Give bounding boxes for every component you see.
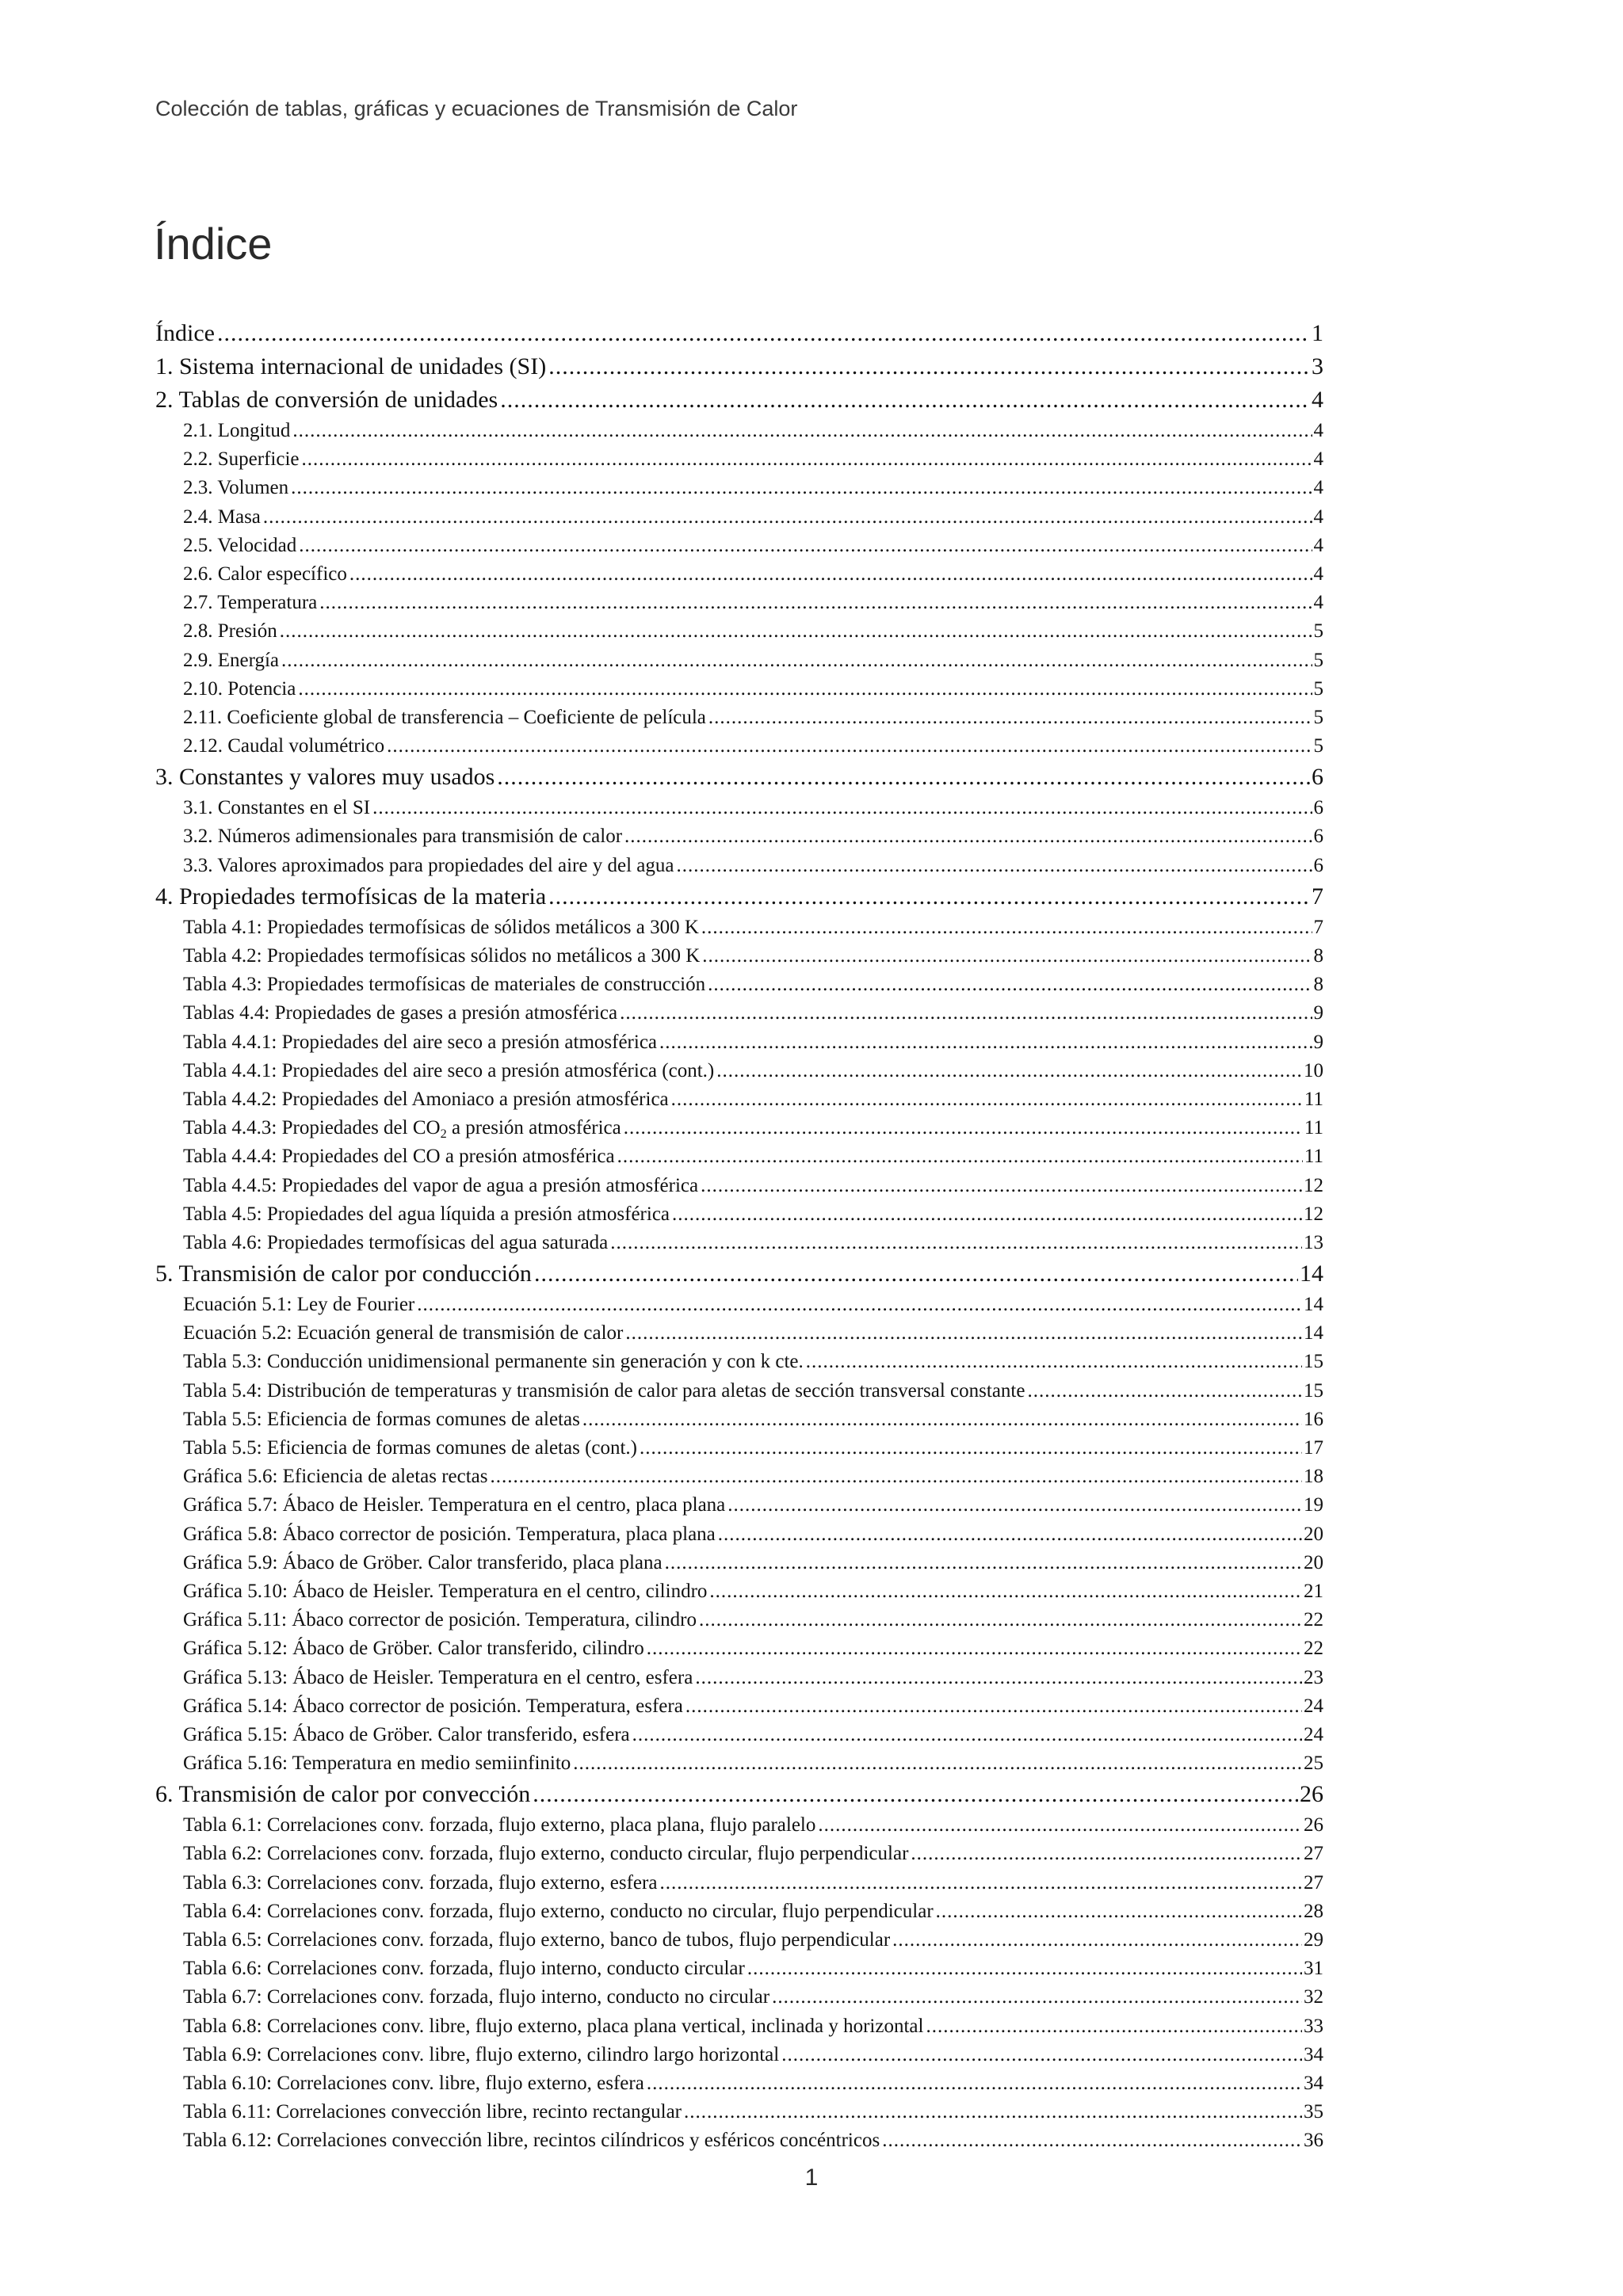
toc-entry-label: Tabla 6.1: Correlaciones conv. forzada, flujo externo, placa plana, flujo paralelo	[183, 1814, 816, 1836]
dot-leader	[292, 417, 1312, 445]
toc-entry-page-number: 5	[1313, 706, 1323, 728]
dot-leader	[319, 589, 1312, 617]
toc-entry-page-number: 17	[1304, 1437, 1323, 1459]
toc-subentry[interactable]	[155, 822, 1323, 851]
toc-entry-label: Tabla 4.1: Propiedades termofísicas de sólidos metálicos a 300 K	[183, 916, 699, 938]
dot-leader	[548, 880, 1310, 913]
toc-entry-page-number: 6	[1313, 826, 1323, 848]
dot-leader	[624, 822, 1312, 851]
toc-entry-page-number: 4	[1313, 420, 1323, 441]
toc-entry-label: Tabla 4.4.1: Propiedades del aire seco a presión atmosférica (cont.)	[183, 1059, 715, 1081]
toc-entry-page-number: 4	[1313, 505, 1323, 528]
toc-entry-page-number: 5	[1313, 677, 1323, 700]
toc-entry-page-number: 21	[1304, 1580, 1323, 1602]
dot-leader	[659, 1028, 1312, 1057]
toc-chapter-entry[interactable]	[155, 317, 1323, 350]
dot-leader	[624, 1114, 1303, 1142]
toc-entry-label: 2.9. Energía	[183, 649, 280, 671]
toc-subentry[interactable]	[155, 704, 1323, 732]
dot-leader	[672, 1200, 1302, 1229]
toc-entry-page-number: 27	[1304, 1843, 1323, 1865]
dot-leader	[882, 2126, 1302, 2155]
toc-subentry[interactable]	[155, 2126, 1323, 2155]
toc-entry-label: Tabla 6.2: Correlaciones conv. forzada, flujo externo, conducto circular, flujo perpendicular	[183, 1843, 909, 1865]
toc-entry-page-number: 5	[1313, 735, 1323, 757]
dot-leader	[699, 1606, 1302, 1634]
toc-entry-label: Tabla 6.8: Correlaciones conv. libre, flujo externo, placa plana vertical, inclinada y horizontal	[183, 2015, 924, 2037]
dot-leader	[701, 913, 1312, 942]
dot-leader	[702, 942, 1312, 971]
dot-leader	[936, 1897, 1302, 1926]
toc-entry-label: Ecuación 5.2: Ecuación general de transmisión de calor	[183, 1322, 624, 1344]
toc-entry-label: Gráfica 5.11: Ábaco corrector de posición. Temperatura, cilindro	[183, 1609, 697, 1631]
toc-entry-page-number: 22	[1304, 1638, 1323, 1660]
toc-entry-page-number: 4	[1313, 563, 1323, 585]
toc-entry-page-number: 28	[1304, 1900, 1323, 1922]
dot-leader	[280, 617, 1312, 646]
toc-entry-page-number: 4	[1312, 387, 1323, 413]
toc-subentry[interactable]	[155, 646, 1323, 675]
dot-leader	[617, 1142, 1303, 1171]
toc-subentry[interactable]	[155, 1114, 1323, 1142]
dot-leader	[533, 1778, 1298, 1811]
dot-leader	[548, 350, 1310, 383]
dot-leader	[671, 1085, 1303, 1114]
toc-subentry[interactable]	[155, 1229, 1323, 1257]
toc-subentry[interactable]	[155, 532, 1323, 560]
toc-entry-page-number: 14	[1304, 1294, 1323, 1316]
toc-entry-page-number: 35	[1304, 2101, 1323, 2123]
toc-subentry[interactable]	[155, 560, 1323, 589]
toc-entry-label: 2. Tablas de conversión de unidades	[155, 387, 498, 413]
toc-subentry[interactable]	[155, 2041, 1323, 2069]
dot-leader	[632, 1721, 1302, 1749]
toc-subentry[interactable]	[155, 1840, 1323, 1868]
toc-subentry[interactable]	[155, 1869, 1323, 1897]
toc-entry-page-number: 15	[1304, 1351, 1323, 1373]
toc-chapter-entry[interactable]	[155, 350, 1323, 383]
toc-entry-page-number: 20	[1304, 1523, 1323, 1545]
toc-entry-label: Tabla 5.5: Eficiencia de formas comunes de aletas (cont.)	[183, 1437, 638, 1459]
dot-leader	[417, 1291, 1302, 1319]
dot-leader	[818, 1811, 1302, 1840]
toc-entry-page-number: 16	[1304, 1408, 1323, 1430]
dot-leader	[625, 1319, 1302, 1348]
toc-entry-label: 2.7. Temperatura	[183, 592, 318, 614]
dot-leader	[620, 999, 1312, 1028]
toc-subentry[interactable]	[155, 1811, 1323, 1840]
toc-subentry[interactable]	[155, 474, 1323, 502]
toc-entry-label: Gráfica 5.7: Ábaco de Heisler. Temperatura en el centro, placa plana	[183, 1494, 726, 1516]
dot-leader	[701, 1172, 1302, 1200]
toc-entry-page-number: 31	[1304, 1958, 1323, 1980]
dot-leader	[298, 675, 1312, 704]
dot-leader	[500, 383, 1310, 417]
toc-entry-page-number: 6	[1312, 764, 1323, 791]
toc-entry-label: Tabla 5.5: Eficiencia de formas comunes de aletas	[183, 1408, 580, 1430]
toc-entry-label	[183, 1114, 621, 1142]
dot-leader	[716, 1057, 1302, 1085]
dot-leader	[892, 1926, 1302, 1955]
toc-entry-label-text: Tabla 4.4.3: Propiedades del CO	[183, 1117, 441, 1139]
toc-subentry[interactable]	[155, 1172, 1323, 1200]
toc-subentry[interactable]	[155, 2069, 1323, 2098]
toc-entry-page-number: 26	[1300, 1781, 1323, 1808]
toc-subentry[interactable]	[155, 675, 1323, 704]
toc-entry-label: Gráfica 5.9: Ábaco de Gröber. Calor transferido, placa plana	[183, 1551, 663, 1573]
toc-chapter-entry[interactable]	[155, 761, 1323, 794]
toc-subentry[interactable]	[155, 1463, 1323, 1491]
table-of-contents	[155, 317, 1323, 2156]
toc-entry-page-number: 8	[1313, 945, 1323, 967]
dot-leader	[573, 1749, 1302, 1778]
toc-entry-page-number: 4	[1313, 477, 1323, 499]
toc-entry-page-number: 19	[1304, 1494, 1323, 1516]
toc-entry-label: Tabla 4.3: Propiedades termofísicas de materiales de construcción	[183, 974, 706, 996]
toc-subentry[interactable]	[155, 1319, 1323, 1348]
toc-entry-page-number: 11	[1304, 1146, 1323, 1168]
dot-leader	[491, 1463, 1303, 1491]
toc-entry-label: 1. Sistema internacional de unidades (SI)	[155, 353, 547, 379]
toc-entry-page-number: 29	[1304, 1929, 1323, 1951]
toc-entry-label: Tabla 6.10: Correlaciones conv. libre, flujo externo, esfera	[183, 2072, 644, 2094]
dot-leader	[709, 1577, 1302, 1606]
dot-leader	[911, 1840, 1302, 1868]
toc-entry-label: Gráfica 5.10: Ábaco de Heisler. Temperatura en el centro, cilindro	[183, 1580, 708, 1602]
toc-entry-label: Ecuación 5.1: Ley de Fourier	[183, 1294, 415, 1316]
toc-subentry[interactable]	[155, 503, 1323, 532]
toc-entry-page-number: 10	[1304, 1059, 1323, 1081]
toc-subentry[interactable]	[155, 1955, 1323, 1983]
toc-subentry[interactable]	[155, 999, 1323, 1028]
dot-leader	[582, 1405, 1302, 1434]
toc-entry-page-number: 14	[1304, 1322, 1323, 1344]
toc-entry-page-number: 5	[1313, 620, 1323, 643]
toc-entry-page-number: 11	[1304, 1088, 1323, 1110]
toc-subentry[interactable]	[155, 1200, 1323, 1229]
toc-entry-page-number: 18	[1304, 1466, 1323, 1488]
toc-entry-page-number: 26	[1304, 1814, 1323, 1836]
dot-leader	[772, 1983, 1302, 2012]
toc-subentry[interactable]	[155, 794, 1323, 822]
toc-subentry[interactable]	[155, 1549, 1323, 1577]
toc-entry-label: Índice	[155, 320, 215, 346]
toc-entry-page-number: 15	[1304, 1379, 1323, 1402]
toc-entry-label: 2.12. Caudal volumétrico	[183, 735, 385, 757]
toc-subentry[interactable]	[155, 589, 1323, 617]
toc-entry-page-number: 7	[1313, 916, 1323, 938]
dot-leader	[659, 1869, 1302, 1897]
toc-entry-label: 5. Transmisión de calor por conducción	[155, 1261, 532, 1287]
toc-entry-label: Gráfica 5.15: Ábaco de Gröber. Calor transferido, esfera	[183, 1723, 630, 1745]
toc-subentry[interactable]	[155, 417, 1323, 445]
toc-subentry[interactable]	[155, 1721, 1323, 1749]
toc-subentry[interactable]	[155, 1142, 1323, 1171]
toc-entry-page-number: 1	[1312, 320, 1323, 346]
dot-leader	[534, 1257, 1298, 1291]
toc-entry-page-number: 4	[1313, 534, 1323, 556]
dot-leader	[281, 646, 1312, 675]
toc-entry-label: 2.2. Superficie	[183, 448, 300, 471]
toc-entry-page-number: 11	[1304, 1117, 1323, 1139]
toc-entry-label: Tabla 6.12: Correlaciones convección libre, recintos cilíndricos y esféricos concéntricos	[183, 2130, 880, 2152]
toc-entry-page-number: 20	[1304, 1551, 1323, 1573]
toc-entry-page-number: 22	[1304, 1609, 1323, 1631]
toc-subentry[interactable]	[155, 1348, 1323, 1376]
dot-leader	[647, 1634, 1302, 1663]
toc-entry-page-number: 12	[1304, 1203, 1323, 1225]
toc-entry-page-number: 34	[1304, 2072, 1323, 2094]
toc-subentry[interactable]	[155, 617, 1323, 646]
toc-entry-label: 2.11. Coeficiente global de transferencia – Coeficiente de película	[183, 706, 706, 728]
toc-entry-label: Tabla 6.3: Correlaciones conv. forzada, flujo externo, esfera	[183, 1871, 658, 1894]
toc-chapter-entry[interactable]	[155, 880, 1323, 913]
dot-leader	[299, 532, 1312, 560]
toc-entry-page-number: 9	[1313, 1002, 1323, 1024]
toc-subentry[interactable]	[155, 1028, 1323, 1057]
toc-subentry[interactable]	[155, 1692, 1323, 1721]
toc-entry-page-number: 5	[1313, 649, 1323, 671]
toc-entry-page-number: 4	[1313, 448, 1323, 471]
toc-entry-label: Tabla 6.4: Correlaciones conv. forzada, flujo externo, conducto no circular, flujo perpendicular	[183, 1900, 934, 1922]
toc-entry-label: Tabla 4.4.2: Propiedades del Amoniaco a presión atmosférica	[183, 1088, 669, 1110]
dot-leader	[301, 445, 1312, 474]
toc-entry-page-number: 7	[1312, 883, 1323, 910]
toc-entry-label: 3.2. Números adimensionales para transmisión de calor	[183, 826, 623, 848]
toc-entry-page-number: 36	[1304, 2130, 1323, 2152]
dot-leader	[665, 1549, 1302, 1577]
toc-subentry[interactable]	[155, 1405, 1323, 1434]
toc-entry-page-number: 8	[1313, 974, 1323, 996]
dot-leader	[263, 503, 1312, 532]
toc-subentry[interactable]	[155, 1749, 1323, 1778]
toc-entry-label: Gráfica 5.12: Ábaco de Gröber. Calor transferido, cilindro	[183, 1638, 644, 1660]
dot-leader	[718, 1520, 1302, 1549]
page-number: 1	[804, 2164, 819, 2191]
toc-entry-page-number: 25	[1304, 1753, 1323, 1775]
toc-entry-label: Gráfica 5.16: Temperatura en medio semiinfinito	[183, 1753, 571, 1775]
dot-leader	[926, 2012, 1302, 2041]
toc-subentry[interactable]	[155, 852, 1323, 880]
toc-entry-label-text: a presión atmosférica	[446, 1117, 621, 1139]
dot-leader	[387, 732, 1312, 761]
toc-entry-page-number: 23	[1304, 1666, 1323, 1688]
toc-entry-page-number: 9	[1313, 1031, 1323, 1053]
dot-leader	[708, 704, 1312, 732]
toc-entry-page-number: 4	[1313, 592, 1323, 614]
toc-entry-label: Gráfica 5.8: Ábaco corrector de posición. Temperatura, placa plana	[183, 1523, 716, 1545]
toc-entry-page-number: 24	[1304, 1695, 1323, 1717]
toc-entry-label: Gráfica 5.13: Ábaco de Heisler. Temperatura en el centro, esfera	[183, 1666, 693, 1688]
toc-subentry[interactable]	[155, 1291, 1323, 1319]
toc-entry-label: Tabla 4.2: Propiedades termofísicas sólidos no metálicos a 300 K	[183, 945, 701, 967]
toc-entry-label: 2.6. Calor específico	[183, 563, 347, 585]
dot-leader	[640, 1434, 1302, 1463]
dot-leader	[349, 560, 1312, 589]
toc-subentry[interactable]	[155, 1983, 1323, 2012]
dot-leader	[497, 761, 1310, 794]
toc-entry-label: 2.5. Velocidad	[183, 534, 297, 556]
dot-leader	[684, 2098, 1302, 2126]
toc-entry-page-number: 33	[1304, 2015, 1323, 2037]
toc-subentry[interactable]	[155, 1377, 1323, 1405]
page-title: Índice	[154, 219, 273, 269]
toc-entry-page-number: 13	[1304, 1231, 1323, 1253]
dot-leader	[647, 2069, 1302, 2098]
toc-entry-label: 2.10. Potencia	[183, 677, 296, 700]
toc-subentry[interactable]	[155, 1520, 1323, 1549]
toc-entry-page-number: 34	[1304, 2043, 1323, 2065]
dot-leader	[708, 971, 1312, 999]
toc-entry-label: Tabla 6.9: Correlaciones conv. libre, flujo externo, cilindro largo horizontal	[183, 2043, 780, 2065]
toc-entry-label: 3. Constantes y valores muy usados	[155, 764, 495, 791]
toc-subentry[interactable]	[155, 1606, 1323, 1634]
toc-entry-label: 2.8. Presión	[183, 620, 277, 643]
toc-entry-label: Tabla 5.4: Distribución de temperaturas y transmisión de calor para aletas de sección transversal constante	[183, 1379, 1025, 1402]
toc-entry-label: 2.3. Volumen	[183, 477, 289, 499]
toc-entry-label: Tabla 6.7: Correlaciones conv. forzada, flujo interno, conducto no circular	[183, 1986, 770, 2008]
toc-entry-label: Tabla 5.3: Conducción unidimensional permanente sin generación y con k cte.	[183, 1351, 804, 1373]
toc-entry-label: Tabla 4.5: Propiedades del agua líquida a presión atmosférica	[183, 1203, 670, 1225]
toc-entry-label: Tabla 6.6: Correlaciones conv. forzada, flujo interno, conducto circular	[183, 1958, 745, 1980]
toc-subentry[interactable]	[155, 1057, 1323, 1085]
toc-entry-label: Tabla 4.4.5: Propiedades del vapor de agua a presión atmosférica	[183, 1174, 699, 1196]
toc-entry-label: 3.1. Constantes en el SI	[183, 797, 371, 819]
dot-leader	[806, 1348, 1302, 1376]
toc-entry-label: Tabla 4.4.1: Propiedades del aire seco a presión atmosférica	[183, 1031, 658, 1053]
dot-leader	[676, 852, 1312, 880]
toc-entry-page-number: 27	[1304, 1871, 1323, 1894]
toc-entry-page-number: 6	[1313, 797, 1323, 819]
toc-subentry[interactable]	[155, 2012, 1323, 2041]
toc-entry-page-number: 6	[1313, 854, 1323, 876]
toc-subentry[interactable]	[155, 445, 1323, 474]
dot-leader	[695, 1664, 1302, 1692]
toc-entry-label: 4. Propiedades termofísicas de la materia	[155, 883, 547, 910]
dot-leader	[1027, 1377, 1302, 1405]
toc-entry-label: Gráfica 5.6: Eficiencia de aletas rectas	[183, 1466, 488, 1488]
toc-entry-label: 2.1. Longitud	[183, 420, 291, 441]
toc-entry-label: Gráfica 5.14: Ábaco corrector de posición. Temperatura, esfera	[183, 1695, 683, 1717]
toc-subentry[interactable]	[155, 1634, 1323, 1663]
toc-chapter-entry[interactable]	[155, 1778, 1323, 1811]
dot-leader	[685, 1692, 1302, 1721]
toc-subentry[interactable]	[155, 732, 1323, 761]
toc-subentry[interactable]	[155, 1926, 1323, 1955]
toc-entry-label: Tabla 4.4.4: Propiedades del CO a presión atmosférica	[183, 1146, 615, 1168]
toc-entry-label: Tabla 4.6: Propiedades termofísicas del agua saturada	[183, 1231, 609, 1253]
running-header: Colección de tablas, gráficas y ecuaciones de Transmisión de Calor	[155, 97, 798, 120]
toc-entry-label: Tabla 6.11: Correlaciones convección libre, recinto rectangular	[183, 2101, 682, 2123]
dot-leader	[781, 2041, 1302, 2069]
dot-leader	[217, 317, 1310, 350]
dot-leader	[747, 1955, 1302, 1983]
toc-subentry[interactable]	[155, 1491, 1323, 1520]
toc-entry-page-number: 32	[1304, 1986, 1323, 2008]
toc-entry-subscript: 2	[440, 1127, 447, 1141]
dot-leader	[372, 794, 1312, 822]
toc-subentry[interactable]	[155, 2098, 1323, 2126]
toc-subentry[interactable]	[155, 942, 1323, 971]
toc-chapter-entry[interactable]	[155, 1257, 1323, 1291]
toc-subentry[interactable]	[155, 1664, 1323, 1692]
toc-entry-label: 2.4. Masa	[183, 505, 261, 528]
dot-leader	[610, 1229, 1302, 1257]
toc-entry-page-number: 12	[1304, 1174, 1323, 1196]
toc-entry-page-number: 3	[1312, 353, 1323, 379]
toc-entry-page-number: 14	[1300, 1261, 1323, 1287]
toc-subentry[interactable]	[155, 971, 1323, 999]
toc-subentry[interactable]	[155, 913, 1323, 942]
toc-entry-label: Tablas 4.4: Propiedades de gases a presión atmosférica	[183, 1002, 618, 1024]
toc-subentry[interactable]	[155, 1085, 1323, 1114]
dot-leader	[727, 1491, 1302, 1520]
dot-leader	[291, 474, 1312, 502]
toc-entry-label: Tabla 6.5: Correlaciones conv. forzada, flujo externo, banco de tubos, flujo perpendicular	[183, 1929, 891, 1951]
toc-entry-page-number: 24	[1304, 1723, 1323, 1745]
toc-entry-label: 3.3. Valores aproximados para propiedades del aire y del agua	[183, 854, 674, 876]
toc-chapter-entry[interactable]	[155, 383, 1323, 417]
toc-subentry[interactable]	[155, 1577, 1323, 1606]
toc-entry-label: 6. Transmisión de calor por convección	[155, 1781, 531, 1808]
toc-subentry[interactable]	[155, 1434, 1323, 1463]
toc-subentry[interactable]	[155, 1897, 1323, 1926]
